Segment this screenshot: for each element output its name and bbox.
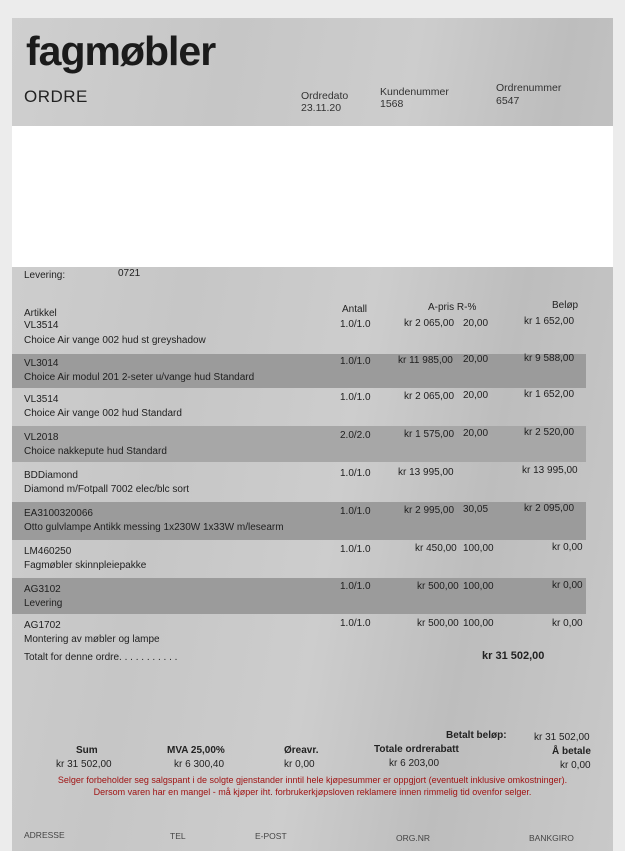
line-item (12, 426, 586, 462)
item-quantity: 1.0/1.0 (340, 319, 371, 330)
item-description: Fagmøbler skinnpleiepakke (24, 560, 147, 571)
rounding-value: kr 0,00 (284, 759, 315, 770)
footer-bank-account: BANKGIRO (529, 833, 574, 843)
footer-tel: TEL (170, 831, 186, 841)
item-discount: 20,00 (463, 354, 489, 365)
item-unit-price: kr 500,00 (417, 581, 459, 592)
item-code: AG1702 (24, 620, 61, 631)
footer-org-number: ORG.NR (396, 833, 430, 843)
item-amount: kr 0,00 (552, 580, 583, 591)
item-amount: kr 1 652,00 (524, 316, 575, 327)
item-code: LM460250 (24, 546, 72, 557)
item-discount: 20,00 (463, 318, 489, 329)
item-quantity: 1.0/1.0 (340, 356, 371, 367)
item-description: Choice Air vange 002 hud Standard (24, 408, 182, 419)
line-item (12, 578, 586, 614)
item-amount: kr 9 588,00 (524, 353, 575, 364)
item-discount: 30,05 (463, 504, 489, 515)
item-description: Choice Air modul 201 2-seter u/vange hud Standard (24, 372, 255, 383)
item-code: VL3514 (24, 394, 59, 405)
item-quantity: 1.0/1.0 (340, 618, 371, 629)
amount-due-label: Å betale (552, 746, 591, 757)
item-description: Levering (24, 598, 63, 609)
line-item (12, 540, 586, 578)
delivery-value: 0721 (118, 268, 141, 279)
customer-number-label: Kundenummer (380, 86, 449, 98)
item-discount: 100,00 (463, 543, 494, 554)
order-total-label: Totalt for denne ordre. . . . . . . . . . . (24, 652, 178, 663)
item-unit-price: kr 1 575,00 (404, 429, 455, 440)
total-discount-label: Totale ordrerabatt (374, 744, 459, 755)
item-amount: kr 2 095,00 (524, 503, 575, 514)
order-total-value: kr 31 502,00 (482, 650, 545, 662)
item-amount: kr 2 520,00 (524, 427, 575, 438)
item-code: VL2018 (24, 432, 59, 443)
line-item (12, 354, 586, 388)
item-code: VL3014 (24, 358, 59, 369)
item-quantity: 1.0/1.0 (340, 506, 371, 517)
redacted-block (12, 126, 613, 267)
line-item (12, 318, 586, 352)
paid-amount-label: Betalt beløp: (446, 730, 507, 741)
vat-value: kr 6 300,40 (174, 759, 225, 770)
order-date-label: Ordredato (301, 90, 349, 102)
item-code: BDDiamond (24, 470, 78, 481)
item-quantity: 1.0/1.0 (340, 581, 371, 592)
item-discount: 20,00 (463, 428, 489, 439)
col-quantity: Antall (342, 304, 368, 315)
document-type: ORDRE (24, 87, 88, 106)
line-item (12, 502, 586, 540)
item-amount: kr 13 995,00 (522, 465, 578, 476)
item-amount: kr 1 652,00 (524, 389, 575, 400)
line-item (12, 464, 586, 502)
item-amount: kr 0,00 (552, 542, 583, 553)
item-description: Otto gulvlampe Antikk messing 1x230W 1x33W m/lesearm (24, 522, 284, 533)
brand-logo: fagmøbler (26, 28, 216, 74)
item-unit-price: kr 450,00 (415, 543, 457, 554)
item-unit-price: kr 13 995,00 (398, 467, 454, 478)
item-unit-price: kr 500,00 (417, 618, 459, 629)
item-amount: kr 0,00 (552, 618, 583, 629)
item-discount: 100,00 (463, 618, 494, 629)
item-unit-price: kr 2 995,00 (404, 505, 455, 516)
customer-number-value: 1568 (380, 98, 404, 110)
delivery-label: Levering: (24, 270, 66, 281)
item-description: Choice Air vange 002 hud st greyshadow (24, 335, 206, 346)
item-unit-price: kr 2 065,00 (404, 391, 455, 402)
col-unit-price: A-pris R-% (428, 302, 477, 313)
item-discount: 100,00 (463, 581, 494, 592)
paid-amount-value: kr 31 502,00 (534, 732, 590, 743)
footer-address: ADRESSE (24, 830, 65, 840)
sum-value: kr 31 502,00 (56, 759, 112, 770)
item-unit-price: kr 11 985,00 (398, 355, 453, 366)
line-item (12, 390, 586, 424)
vat-label: MVA 25,00% (167, 745, 225, 756)
total-discount-value: kr 6 203,00 (389, 758, 440, 769)
sum-label: Sum (76, 745, 98, 756)
order-date-value: 23.11.20 (301, 102, 342, 114)
item-code: AG3102 (24, 584, 61, 595)
item-discount: 20,00 (463, 390, 489, 401)
item-quantity: 1.0/1.0 (340, 468, 371, 479)
footer-email: E-POST (255, 831, 287, 841)
retention-notice: Selger forbeholder seg salgspant i de solgte gjenstander inntil hele kjøpesummer er oppgjort (eventuelt inklusive omkostninger). (57, 775, 568, 785)
col-amount: Beløp (552, 300, 579, 311)
order-document (12, 18, 613, 851)
item-quantity: 1.0/1.0 (340, 392, 371, 403)
item-quantity: 2.0/2.0 (340, 430, 371, 441)
item-description: Choice nakkepute hud Standard (24, 446, 167, 457)
item-code: VL3514 (24, 320, 59, 331)
item-description: Diamond m/Fotpall 7002 elec/blc sort (24, 484, 190, 495)
item-quantity: 1.0/1.0 (340, 544, 371, 555)
col-article: Artikkel (24, 308, 57, 319)
complaint-notice: Dersom varen har en mangel - må kjøper iht. forbrukerkjøpsloven reklamere innen rimmelig tid ovenfor selger. (93, 787, 532, 797)
item-description: Montering av møbler og lampe (24, 634, 160, 645)
order-number-label: Ordrenummer (496, 82, 562, 94)
amount-due-value: kr 0,00 (560, 760, 591, 771)
rounding-label: Øreavr. (284, 745, 319, 756)
item-code: EA3100320066 (24, 508, 93, 519)
line-item (12, 616, 586, 650)
item-unit-price: kr 2 065,00 (404, 318, 455, 329)
order-number-value: 6547 (496, 95, 520, 107)
